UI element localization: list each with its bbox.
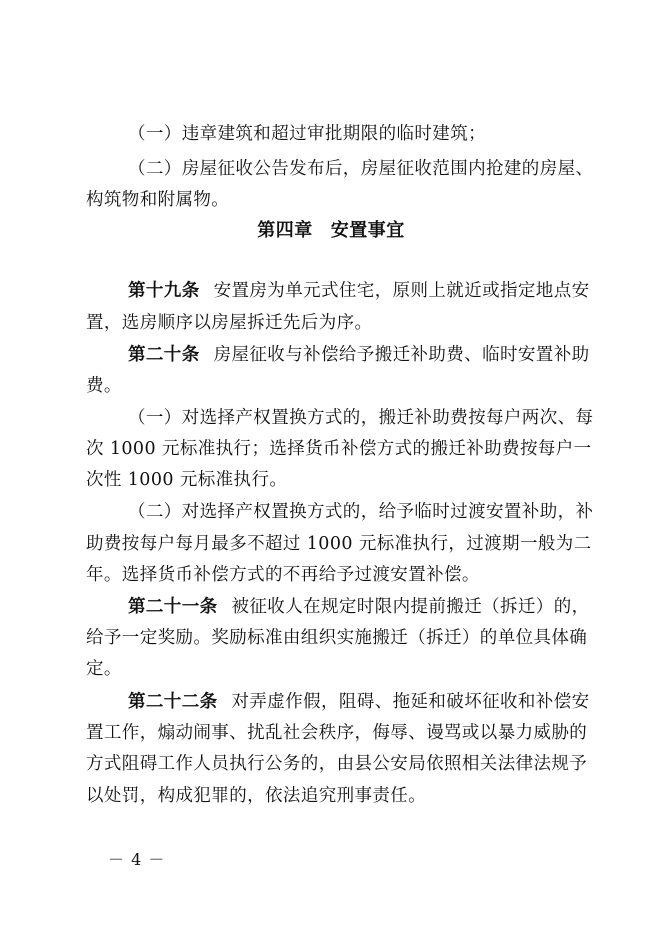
article-text: 被征收人在规定时限内提前搬迁（拆迁）的，: [231, 597, 590, 617]
chapter-title: 安置事宜: [330, 220, 405, 241]
paragraph-line: 方式阻碍工作人员执行公务的，由县公安局依照相关法律法规予: [86, 754, 588, 774]
article-label: 第十九条: [128, 281, 200, 301]
page-number: － 4 －: [108, 850, 166, 869]
article-text: 安置房为单元式住宅，原则上就近或指定地点安: [213, 281, 590, 301]
article-label: 第二十条: [128, 345, 200, 365]
paragraph-line: 次性 1000 元标准执行。: [86, 470, 288, 490]
chapter-heading: [0, 219, 662, 243]
paragraph-line: 构筑物和附属物。: [86, 190, 230, 210]
paragraph-line: 年。选择货币补偿方式的不再给予过渡安置补偿。: [86, 565, 480, 585]
paragraph-line: 置，选房顺序以房屋拆迁先后为序。: [86, 313, 373, 333]
paragraph-line: 费。: [86, 376, 122, 396]
article-text: 房屋征收与补偿给予搬迁补助费、临时安置补助: [213, 345, 590, 365]
article-21: [128, 595, 628, 619]
article-label: 第二十一条: [128, 597, 218, 617]
article-label: 第二十二条: [128, 692, 218, 712]
article-text: 对弄虚作假，阻碍、拖延和破坏征收和补偿安: [231, 692, 590, 712]
paragraph-line: 次 1000 元标准执行；选择货币补偿方式的搬迁补助费按每户一: [86, 439, 592, 459]
article-22: [128, 690, 628, 714]
paragraph-line: （一）违章建筑和超过审批期限的临时建筑；: [128, 124, 486, 144]
paragraph-line: 置工作，煽动闹事、扰乱社会秩序，侮辱、谩骂或以暴力威胁的: [86, 723, 588, 743]
article-19: [128, 279, 628, 303]
paragraph-line: （二）房屋征收公告发布后，房屋征收范围内抢建的房屋、: [128, 159, 594, 179]
paragraph-line: 定。: [86, 659, 122, 679]
paragraph-line: 助费按每户每月最多不超过 1000 元标准执行，过渡期一般为二: [86, 534, 592, 554]
paragraph-line: 以处罚，构成犯罪的，依法追究刑事责任。: [86, 786, 427, 806]
chapter-number: 第四章: [257, 220, 313, 241]
paragraph-line: （二）对选择产权置换方式的，给予临时过渡安置补助，补: [128, 502, 594, 522]
paragraph-line: （一）对选择产权置换方式的，搬迁补助费按每户两次、每: [128, 408, 594, 428]
paragraph-line: 给予一定奖励。奖励标准由组织实施搬迁（拆迁）的单位具体确: [86, 628, 588, 648]
article-20: [128, 343, 628, 367]
